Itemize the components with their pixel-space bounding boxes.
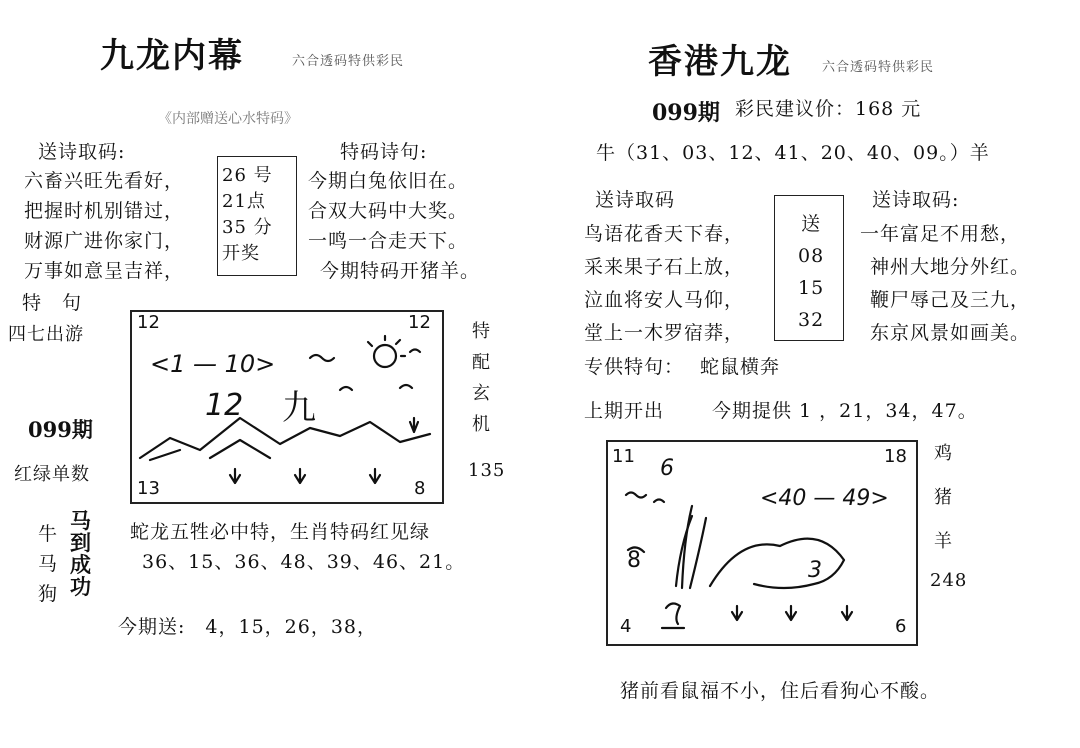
time-line: 21点 — [222, 191, 266, 212]
poem-line: 鞭尸辱己及三九， — [870, 289, 1031, 311]
left-hongll: 红绿单数 — [14, 464, 90, 485]
right-special-text: 蛇鼠横奔 — [700, 356, 781, 378]
left-poem-left — [24, 166, 184, 286]
right-footer: 猪前看鼠福不小，住后看狗心不酸。 — [620, 680, 941, 702]
left-zodiac-list — [38, 519, 58, 609]
left-tema-text: 四七出游 — [8, 324, 84, 345]
right-last-label: 上期开出 — [584, 400, 665, 422]
poem-line: 堂上一木罗宿莽， — [584, 322, 745, 344]
right-send-text — [798, 208, 824, 336]
left-side-number: 135 — [468, 460, 506, 481]
right-issue: 099期 — [652, 100, 720, 126]
time-line: 开奖 — [222, 243, 260, 264]
side-char: 机 — [472, 414, 490, 435]
send-line: 32 — [798, 309, 825, 331]
left-subtitle: 六合透码特供彩民 — [292, 54, 405, 69]
right-side-vertical — [932, 432, 954, 564]
poem-line: 采来果子石上放， — [584, 256, 745, 278]
side-char: 玄 — [472, 383, 490, 404]
right-side-number: 248 — [930, 570, 968, 591]
slogan-char: 到 — [70, 530, 91, 555]
right-poem-left — [584, 218, 744, 350]
slogan-char: 功 — [70, 574, 91, 599]
right-price: 彩民建议价：168 元 — [735, 98, 922, 120]
left-poem-right — [308, 166, 480, 286]
right-scribble-small: 6 — [660, 456, 674, 481]
poem-line: 六畜兴旺先看好， — [24, 170, 185, 192]
corner-number: 12 — [137, 312, 160, 333]
left-scribble-range: <1 — 10> — [150, 350, 276, 378]
poem-line: 东京风景如画美。 — [870, 322, 1031, 344]
corner-number: 13 — [137, 478, 160, 499]
time-line: 35 分 — [222, 217, 273, 238]
left-poem-right-label: 特码诗句: — [340, 141, 428, 163]
right-scribble-range: <40 — 49> — [760, 486, 889, 511]
corner-number: 4 — [620, 616, 632, 637]
corner-number: 8 — [414, 478, 426, 499]
side-char: 鸡 — [934, 443, 952, 464]
corner-number: 12 — [408, 312, 431, 333]
poem-line: 今期白兔依旧在。 — [308, 170, 469, 192]
left-title: 九龙内幕 — [100, 36, 244, 76]
poem-line: 一年富足不用愁， — [860, 223, 1021, 245]
side-char: 羊 — [934, 531, 952, 552]
zodiac-item: 马 — [38, 553, 59, 575]
poem-line: 泣血将安人马仰， — [584, 289, 745, 311]
zodiac-item: 牛 — [38, 523, 59, 545]
side-char: 配 — [472, 352, 490, 373]
right-poem-right — [860, 218, 1030, 350]
slogan-char: 马 — [70, 508, 91, 533]
poem-line: 神州大地分外红。 — [870, 256, 1031, 278]
poem-line: 把握时机别错过， — [24, 200, 185, 222]
left-scribble-drawing — [130, 310, 440, 500]
left-line2: 36、15、36、48、39、46、21。 — [142, 551, 466, 573]
send-line: 08 — [798, 245, 825, 267]
corner-number: 18 — [884, 446, 907, 467]
right-poem-left-label: 送诗取码 — [595, 189, 676, 211]
side-char: 特 — [472, 321, 490, 342]
right-numbers-line: 牛（31、03、12、41、20、40、09。）羊 — [596, 142, 990, 164]
send-line: 15 — [798, 277, 825, 299]
poem-line: 财源广进你家门， — [24, 230, 185, 252]
corner-number: 6 — [895, 616, 907, 637]
left-poem-left-label: 送诗取码: — [38, 141, 126, 163]
send-line: 送 — [801, 213, 822, 235]
left-send: 今期送: 4，15，26，38， — [118, 616, 378, 638]
left-issue: 099期 — [28, 417, 93, 442]
poem-line: 今期特码开猪羊。 — [320, 260, 481, 282]
right-title: 香港九龙 — [648, 42, 792, 82]
poem-line: 万事如意呈吉祥， — [24, 260, 185, 282]
slogan-char: 成 — [70, 552, 91, 577]
right-provide: 今期提供 1 ，21，34，47。 — [712, 400, 978, 422]
left-tema-label: 特 句 — [22, 292, 83, 314]
left-scribble-big: 12 — [205, 388, 244, 423]
left-scribble-char: 九 — [282, 388, 316, 428]
corner-number: 11 — [612, 446, 635, 467]
time-line: 26 号 — [222, 165, 273, 186]
right-special-label: 专供特句： — [584, 356, 685, 378]
zodiac-item: 狗 — [38, 583, 59, 605]
right-poem-right-label: 送诗取码: — [872, 189, 960, 211]
left-side-vertical — [470, 316, 492, 440]
left-note: 《内部赠送心水特码》 — [158, 111, 298, 127]
poem-line: 合双大码中大奖。 — [308, 200, 469, 222]
poem-line: 一鸣一合走天下。 — [308, 230, 469, 252]
right-subtitle: 六合透码特供彩民 — [822, 60, 935, 75]
right-scribble-num3: 3 — [808, 558, 822, 583]
right-scribble-num8: 8 — [627, 548, 641, 573]
left-line1: 蛇龙五牲必中特，生肖特码红见绿 — [130, 521, 431, 543]
left-slogan — [70, 510, 91, 598]
side-char: 猪 — [934, 487, 952, 508]
left-time-text — [222, 163, 273, 267]
poem-line: 鸟语花香天下春， — [584, 223, 745, 245]
right-scribble-drawing — [606, 440, 914, 642]
